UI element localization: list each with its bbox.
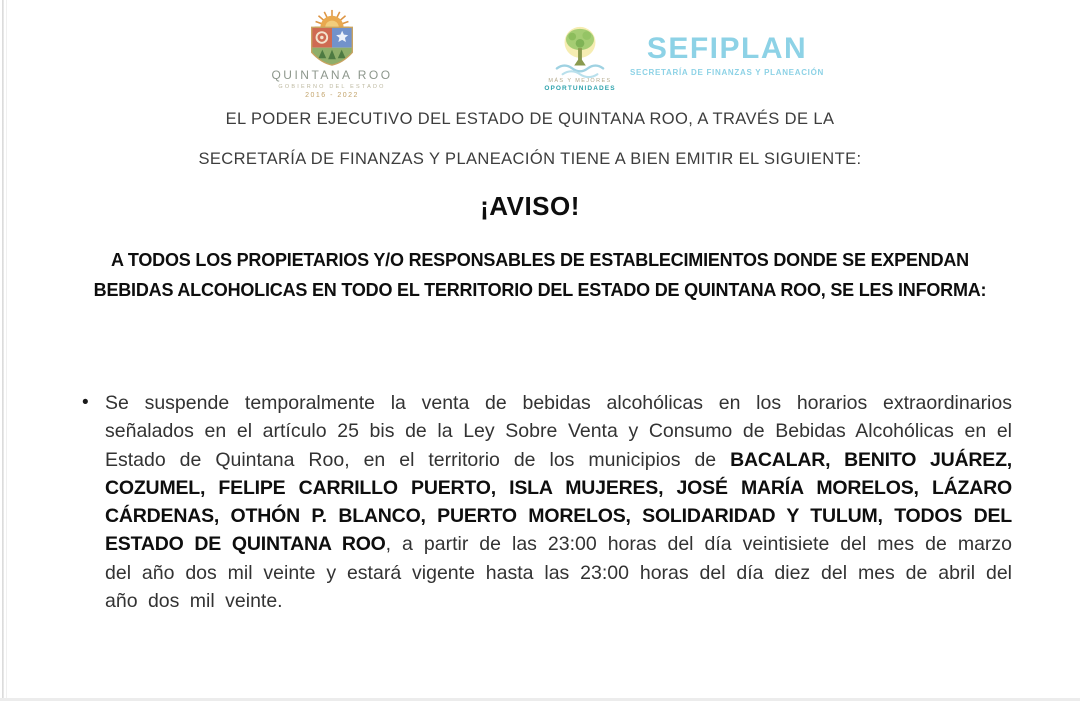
announcement-text: A TODOS LOS PROPIETARIOS Y/O RESPONSABLES DE ESTABLECIMIENTOS DONDE SE EXPENDAN BEBIDAS ALCOHOLICAS EN TODO EL TERRITORIO DEL ESTADO DE QUINTANA ROO, SE LES INFORMA: [93,250,987,300]
quintana-roo-logo-subtitle: GOBIERNO DEL ESTADO [278,84,386,90]
scan-edge-artifact [6,0,7,701]
page-title: ¡AVISO! [480,191,580,221]
sefiplan-wordmark-block [630,24,824,77]
notice-municipalities: BACALAR, BENITO JUÁREZ, COZUMEL, FELIPE CARRILLO PUERTO, ISLA MUJERES, JOSÉ MARÍA MORELOS, LÁZARO CÁRDENAS, OTHÓN P. BLANCO, PUERTO MORELOS, SOLIDARIDAD Y TULUM, TODOS DEL ESTADO DE QUINTANA ROO [105,448,1012,556]
sefiplan-tagline-line2: OPORTUNIDADES [544,85,616,92]
sefiplan-wordmark: SEFIPLAN [646,32,808,65]
notice-text-before: Se suspende temporalmente la venta de bebidas alcohólicas en los horarios extraordinarios señalados en el artículo 25 bis de la Ley Sobre Venta y Consumo de Bebidas Alcohólicas en el Estado de Quintana Roo, en el territorio de los municipios de [105,392,1012,471]
sefiplan-logo [540,24,824,92]
tree-icon [544,24,616,80]
notice-list [82,389,1012,615]
intro-line-1: EL PODER EJECUTIVO DEL ESTADO DE QUINTANA ROO, A TRAVÉS DE LA [225,110,835,128]
scan-edge-artifact [2,0,4,701]
quintana-roo-coat-of-arms-icon [299,8,365,66]
sefiplan-tree-emblem [540,24,620,92]
notice-text-after: , a partir de las 23:00 horas del día veintisiete del mes de marzo del año dos mil veinte y estará vigente hasta las 23:00 horas del día diez del mes de abril del año dos mil veinte. [105,533,1013,613]
quintana-roo-logo [258,8,406,99]
sefiplan-subtitle: SECRETARÍA DE FINANZAS Y PLANEACIÓN [630,68,824,77]
sefiplan-tagline-line1: MÁS Y MEJORES [548,78,612,84]
quintana-roo-logo-years: 2016 - 2022 [305,92,359,99]
notice-bullet-item [82,389,1012,615]
intro-line-2: SECRETARÍA DE FINANZAS Y PLANEACIÓN TIENE A BIEN EMITIR EL SIGUIENTE: [198,150,862,168]
bullet-icon: • [82,392,89,413]
quintana-roo-logo-name: QUINTANA ROO [271,68,393,82]
